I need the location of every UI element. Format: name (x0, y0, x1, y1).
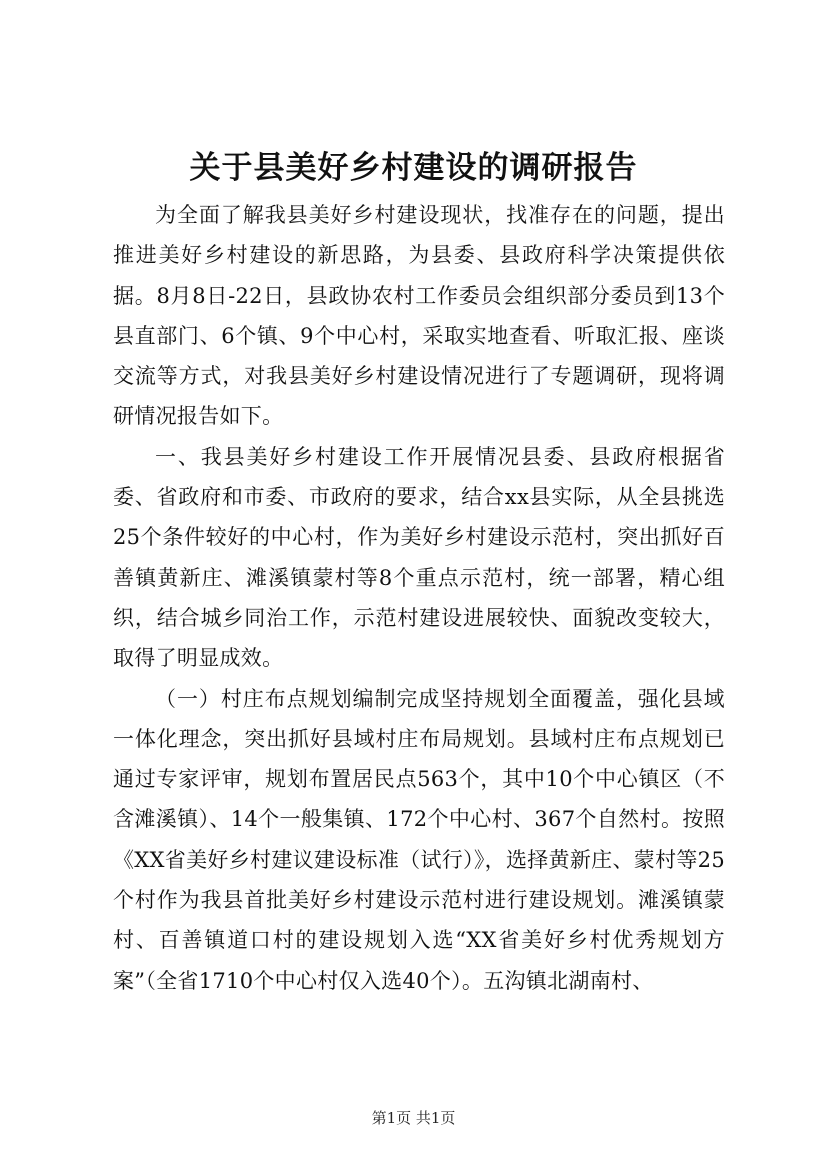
paragraph-section-one: 一、我县美好乡村建设工作开展情况县委、县政府根据省委、省政府和市委、市政府的要求，结合xx县实际，从全县挑选25个条件较好的中心村，作为美好乡村建设示范村，突出抓好百善镇黄新庄、滩溪镇蒙村等8个重点示范村，统一部署，精心组织，结合城乡同治工作，示范村建设进展较快、面貌改变较大，取得了明显成效。 (113, 444, 725, 671)
paragraph-intro: 为全面了解我县美好乡村建设现状，找准存在的问题，提出推进美好乡村建设的新思路，为县委、县政府科学决策提供依据。8月8日-22日，县政协农村工作委员会组织部分委员到13个县直部门、6个镇、9个中心村，采取实地查看、听取汇报、座谈交流等方式，对我县美好乡村建设情况进行了专题调研，现将调研情况报告如下。 (113, 203, 725, 429)
document-title: 关于县美好乡村建设的调研报告 (189, 150, 638, 186)
page-number-footer: 第1页 共1页 (371, 1109, 456, 1127)
document-body (113, 195, 725, 1001)
paragraph-subsection-one: （一）村庄布点规划编制完成坚持规划全面覆盖，强化县域一体化理念，突出抓好县域村庄布局规划。县域村庄布点规划已通过专家评审，规划布置居民点563个，其中10个中心镇区（不含滩溪镇）、14个一般集镇、172个中心村、367个自然村。按照《XX省美好乡村建议建设标准（试行）》，选择黄新庄、蒙村等25个村作为我县首批美好乡村建设示范村进行建设规划。滩溪镇蒙村、百善镇道口村的建设规划入选“XX省美好乡村优秀规划方案”（全省1710个中心村仅入选40个）。五沟镇北湖南村、 (113, 686, 725, 993)
